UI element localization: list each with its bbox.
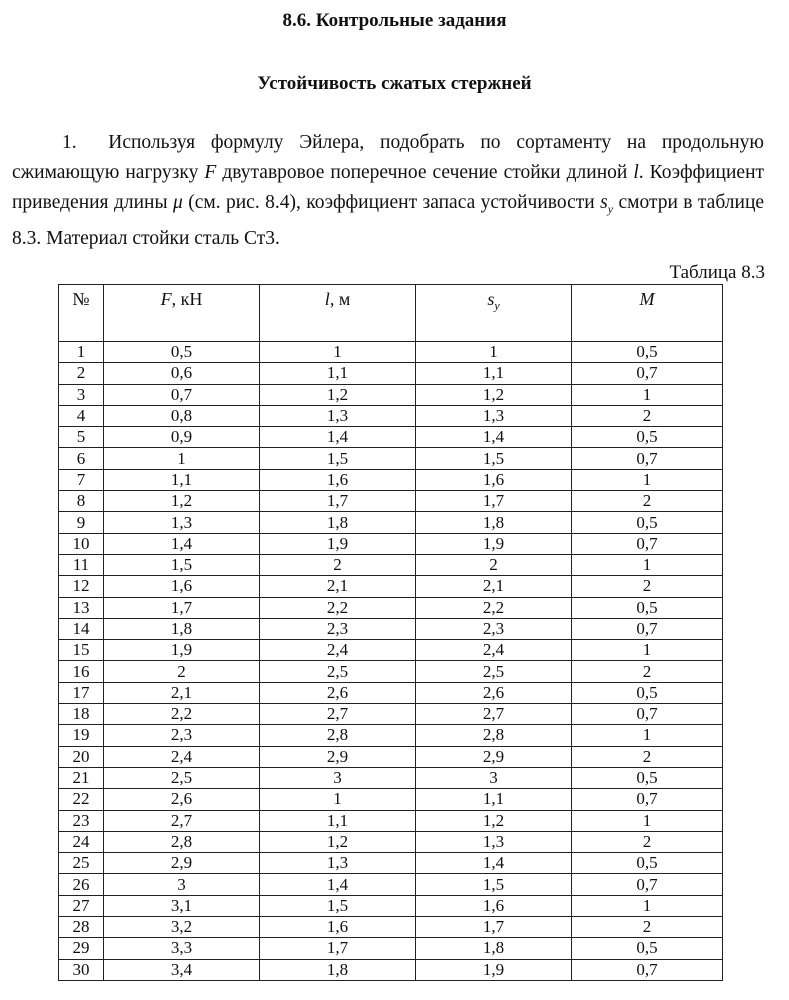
cell-s: 2,1: [416, 576, 572, 597]
header-no-label: №: [72, 289, 90, 309]
cell-no: 24: [59, 831, 104, 852]
cell-M: 0,5: [572, 597, 723, 618]
cell-M: 0,7: [572, 789, 723, 810]
header-s: [416, 285, 572, 342]
cell-F: 1,9: [104, 640, 260, 661]
cell-no: 29: [59, 938, 104, 959]
cell-M: 1: [572, 640, 723, 661]
table-header-row: [59, 285, 723, 342]
cell-l: 2,3: [260, 618, 416, 639]
table-row: [59, 618, 723, 639]
cell-s: 1,5: [416, 874, 572, 895]
cell-M: 2: [572, 405, 723, 426]
cell-s: 1,8: [416, 938, 572, 959]
cell-M: 1: [572, 554, 723, 575]
task-text: смотри в таблице 8.3. Материал стойки сталь Ст3.: [12, 192, 765, 249]
cell-M: 1: [572, 469, 723, 490]
table-row: [59, 725, 723, 746]
cell-s: 1,3: [416, 831, 572, 852]
table-row: [59, 938, 723, 959]
table-row: [59, 554, 723, 575]
cell-no: 22: [59, 789, 104, 810]
cell-s: 2,3: [416, 618, 572, 639]
cell-F: 0,7: [104, 384, 260, 405]
cell-no: 26: [59, 874, 104, 895]
header-s-symbol: s: [487, 289, 495, 309]
cell-F: 2,2: [104, 704, 260, 725]
table-row: [59, 576, 723, 597]
table-row: [59, 533, 723, 554]
cell-F: 1,6: [104, 576, 260, 597]
task-text: . Коэффициент приведения длины: [12, 162, 765, 213]
cell-M: 0,7: [572, 959, 723, 980]
cell-F: 2,7: [104, 810, 260, 831]
cell-s: 2,9: [416, 746, 572, 767]
cell-F: 3,1: [104, 895, 260, 916]
header-F-symbol: F: [160, 289, 172, 309]
header-s-sub: y: [494, 298, 500, 313]
cell-no: 6: [59, 448, 104, 469]
cell-no: 2: [59, 363, 104, 384]
cell-M: 0,7: [572, 874, 723, 895]
cell-M: 0,5: [572, 853, 723, 874]
cell-s: 1,4: [416, 853, 572, 874]
cell-F: 2,4: [104, 746, 260, 767]
cell-M: 0,7: [572, 618, 723, 639]
table-row: [59, 810, 723, 831]
task-text: двутавровое поперечное сечение стойки длиной: [222, 162, 628, 183]
cell-M: 0,7: [572, 704, 723, 725]
table-row: [59, 682, 723, 703]
cell-F: 2,8: [104, 831, 260, 852]
cell-M: 2: [572, 831, 723, 852]
cell-l: 1,1: [260, 810, 416, 831]
section-heading: 8.6. Контрольные задания: [282, 10, 507, 31]
cell-l: 1,7: [260, 491, 416, 512]
cell-no: 5: [59, 427, 104, 448]
cell-F: 2,9: [104, 853, 260, 874]
cell-s: 1,2: [416, 384, 572, 405]
table-row: [59, 405, 723, 426]
cell-s: 1,9: [416, 959, 572, 980]
section-subheading: Устойчивость сжатых стержней: [257, 73, 532, 94]
table-row: [59, 597, 723, 618]
cell-no: 8: [59, 491, 104, 512]
cell-M: 1: [572, 384, 723, 405]
cell-M: 0,5: [572, 342, 723, 363]
cell-s: 1,1: [416, 789, 572, 810]
table-row: [59, 874, 723, 895]
cell-no: 23: [59, 810, 104, 831]
cell-M: 2: [572, 917, 723, 938]
cell-no: 28: [59, 917, 104, 938]
task-text: Используя формулу Эйлера, подобрать по сортаменту на продольную сжимающую нагрузку: [12, 132, 765, 183]
cell-s: 1,8: [416, 512, 572, 533]
cell-F: 0,6: [104, 363, 260, 384]
task-number: 1.: [62, 132, 77, 153]
cell-M: 0,7: [572, 448, 723, 469]
cell-s: 3: [416, 767, 572, 788]
cell-l: 2,9: [260, 746, 416, 767]
cell-M: 1: [572, 895, 723, 916]
cell-M: 2: [572, 661, 723, 682]
cell-M: 2: [572, 491, 723, 512]
symbol-F: F: [204, 162, 217, 183]
cell-s: 2,5: [416, 661, 572, 682]
cell-M: 0,5: [572, 938, 723, 959]
cell-no: 1: [59, 342, 104, 363]
table-row: [59, 384, 723, 405]
cell-l: 2,6: [260, 682, 416, 703]
cell-l: 1,7: [260, 938, 416, 959]
cell-no: 4: [59, 405, 104, 426]
cell-s: 2,4: [416, 640, 572, 661]
cell-F: 3: [104, 874, 260, 895]
cell-F: 1,8: [104, 618, 260, 639]
table-row: [59, 512, 723, 533]
table-row: [59, 469, 723, 490]
cell-l: 1: [260, 789, 416, 810]
cell-M: 0,7: [572, 363, 723, 384]
table-row: [59, 917, 723, 938]
cell-F: 3,2: [104, 917, 260, 938]
cell-F: 2,3: [104, 725, 260, 746]
header-l: [260, 285, 416, 342]
cell-s: 2,8: [416, 725, 572, 746]
table-row: [59, 704, 723, 725]
cell-l: 1,3: [260, 853, 416, 874]
cell-s: 1,6: [416, 895, 572, 916]
table-row: [59, 427, 723, 448]
cell-l: 1,5: [260, 895, 416, 916]
cell-s: 1,7: [416, 491, 572, 512]
cell-l: 2,4: [260, 640, 416, 661]
cell-l: 1,5: [260, 448, 416, 469]
cell-l: 2,1: [260, 576, 416, 597]
cell-l: 1,6: [260, 917, 416, 938]
cell-l: 2,2: [260, 597, 416, 618]
cell-M: 2: [572, 576, 723, 597]
cell-M: 0,5: [572, 427, 723, 448]
cell-l: 1,1: [260, 363, 416, 384]
cell-no: 11: [59, 554, 104, 575]
symbol-mu: μ: [173, 192, 183, 213]
table-row: [59, 853, 723, 874]
cell-no: 21: [59, 767, 104, 788]
cell-l: 1,2: [260, 384, 416, 405]
header-l-symbol: l: [324, 289, 330, 309]
table-row: [59, 789, 723, 810]
cell-F: 3,4: [104, 959, 260, 980]
symbol-s-sub: y: [607, 201, 614, 216]
cell-s: 1: [416, 342, 572, 363]
header-F: [104, 285, 260, 342]
cell-no: 19: [59, 725, 104, 746]
cell-M: 0,7: [572, 533, 723, 554]
cell-l: 2,5: [260, 661, 416, 682]
table-row: [59, 746, 723, 767]
cell-F: 0,8: [104, 405, 260, 426]
cell-no: 20: [59, 746, 104, 767]
table-row: [59, 661, 723, 682]
cell-F: 1,5: [104, 554, 260, 575]
cell-F: 0,5: [104, 342, 260, 363]
cell-l: 1,6: [260, 469, 416, 490]
table-row: [59, 640, 723, 661]
cell-s: 1,6: [416, 469, 572, 490]
cell-no: 14: [59, 618, 104, 639]
cell-F: 3,3: [104, 938, 260, 959]
task-text: (см. рис. 8.4), коэффициент запаса устойчивости: [188, 192, 595, 213]
data-table: [58, 284, 723, 981]
header-M: [572, 285, 723, 342]
table-row: [59, 491, 723, 512]
cell-l: 2,7: [260, 704, 416, 725]
table-row: [59, 363, 723, 384]
cell-l: 1,3: [260, 405, 416, 426]
cell-F: 1,2: [104, 491, 260, 512]
cell-l: 1,8: [260, 959, 416, 980]
cell-l: 2: [260, 554, 416, 575]
cell-no: 16: [59, 661, 104, 682]
header-F-unit: , кН: [171, 289, 203, 309]
cell-no: 27: [59, 895, 104, 916]
symbol-s: s: [600, 192, 608, 213]
cell-F: 1,1: [104, 469, 260, 490]
table-row: [59, 831, 723, 852]
cell-F: 2,6: [104, 789, 260, 810]
cell-s: 1,4: [416, 427, 572, 448]
cell-M: 1: [572, 725, 723, 746]
header-l-unit: , м: [329, 289, 351, 309]
cell-l: 2,8: [260, 725, 416, 746]
table-row: [59, 767, 723, 788]
cell-M: 2: [572, 746, 723, 767]
cell-M: 0,5: [572, 767, 723, 788]
cell-l: 1,9: [260, 533, 416, 554]
cell-no: 9: [59, 512, 104, 533]
header-no: [59, 285, 104, 342]
cell-s: 2,2: [416, 597, 572, 618]
symbol-l: l: [633, 162, 639, 183]
table-row: [59, 342, 723, 363]
cell-no: 12: [59, 576, 104, 597]
cell-no: 13: [59, 597, 104, 618]
cell-no: 10: [59, 533, 104, 554]
cell-no: 7: [59, 469, 104, 490]
cell-s: 1,1: [416, 363, 572, 384]
table-caption: Таблица 8.3: [669, 262, 765, 283]
cell-F: 0,9: [104, 427, 260, 448]
cell-l: 1: [260, 342, 416, 363]
cell-l: 1,2: [260, 831, 416, 852]
header-M-symbol: M: [639, 289, 655, 309]
cell-s: 1,7: [416, 917, 572, 938]
cell-F: 2,5: [104, 767, 260, 788]
cell-F: 2: [104, 661, 260, 682]
cell-M: 0,5: [572, 512, 723, 533]
cell-l: 3: [260, 767, 416, 788]
cell-no: 18: [59, 704, 104, 725]
cell-no: 25: [59, 853, 104, 874]
cell-F: 2,1: [104, 682, 260, 703]
table-row: [59, 959, 723, 980]
cell-l: 1,8: [260, 512, 416, 533]
cell-F: 1,3: [104, 512, 260, 533]
cell-F: 1,4: [104, 533, 260, 554]
cell-s: 1,3: [416, 405, 572, 426]
cell-M: 0,5: [572, 682, 723, 703]
cell-F: 1: [104, 448, 260, 469]
cell-s: 2,7: [416, 704, 572, 725]
cell-no: 17: [59, 682, 104, 703]
cell-no: 3: [59, 384, 104, 405]
task-paragraph: [12, 128, 764, 254]
cell-l: 1,4: [260, 874, 416, 895]
cell-s: 2,6: [416, 682, 572, 703]
cell-s: 1,9: [416, 533, 572, 554]
cell-s: 2: [416, 554, 572, 575]
cell-l: 1,4: [260, 427, 416, 448]
cell-s: 1,2: [416, 810, 572, 831]
cell-F: 1,7: [104, 597, 260, 618]
cell-no: 15: [59, 640, 104, 661]
cell-s: 1,5: [416, 448, 572, 469]
cell-M: 1: [572, 810, 723, 831]
cell-no: 30: [59, 959, 104, 980]
table-row: [59, 448, 723, 469]
table-row: [59, 895, 723, 916]
